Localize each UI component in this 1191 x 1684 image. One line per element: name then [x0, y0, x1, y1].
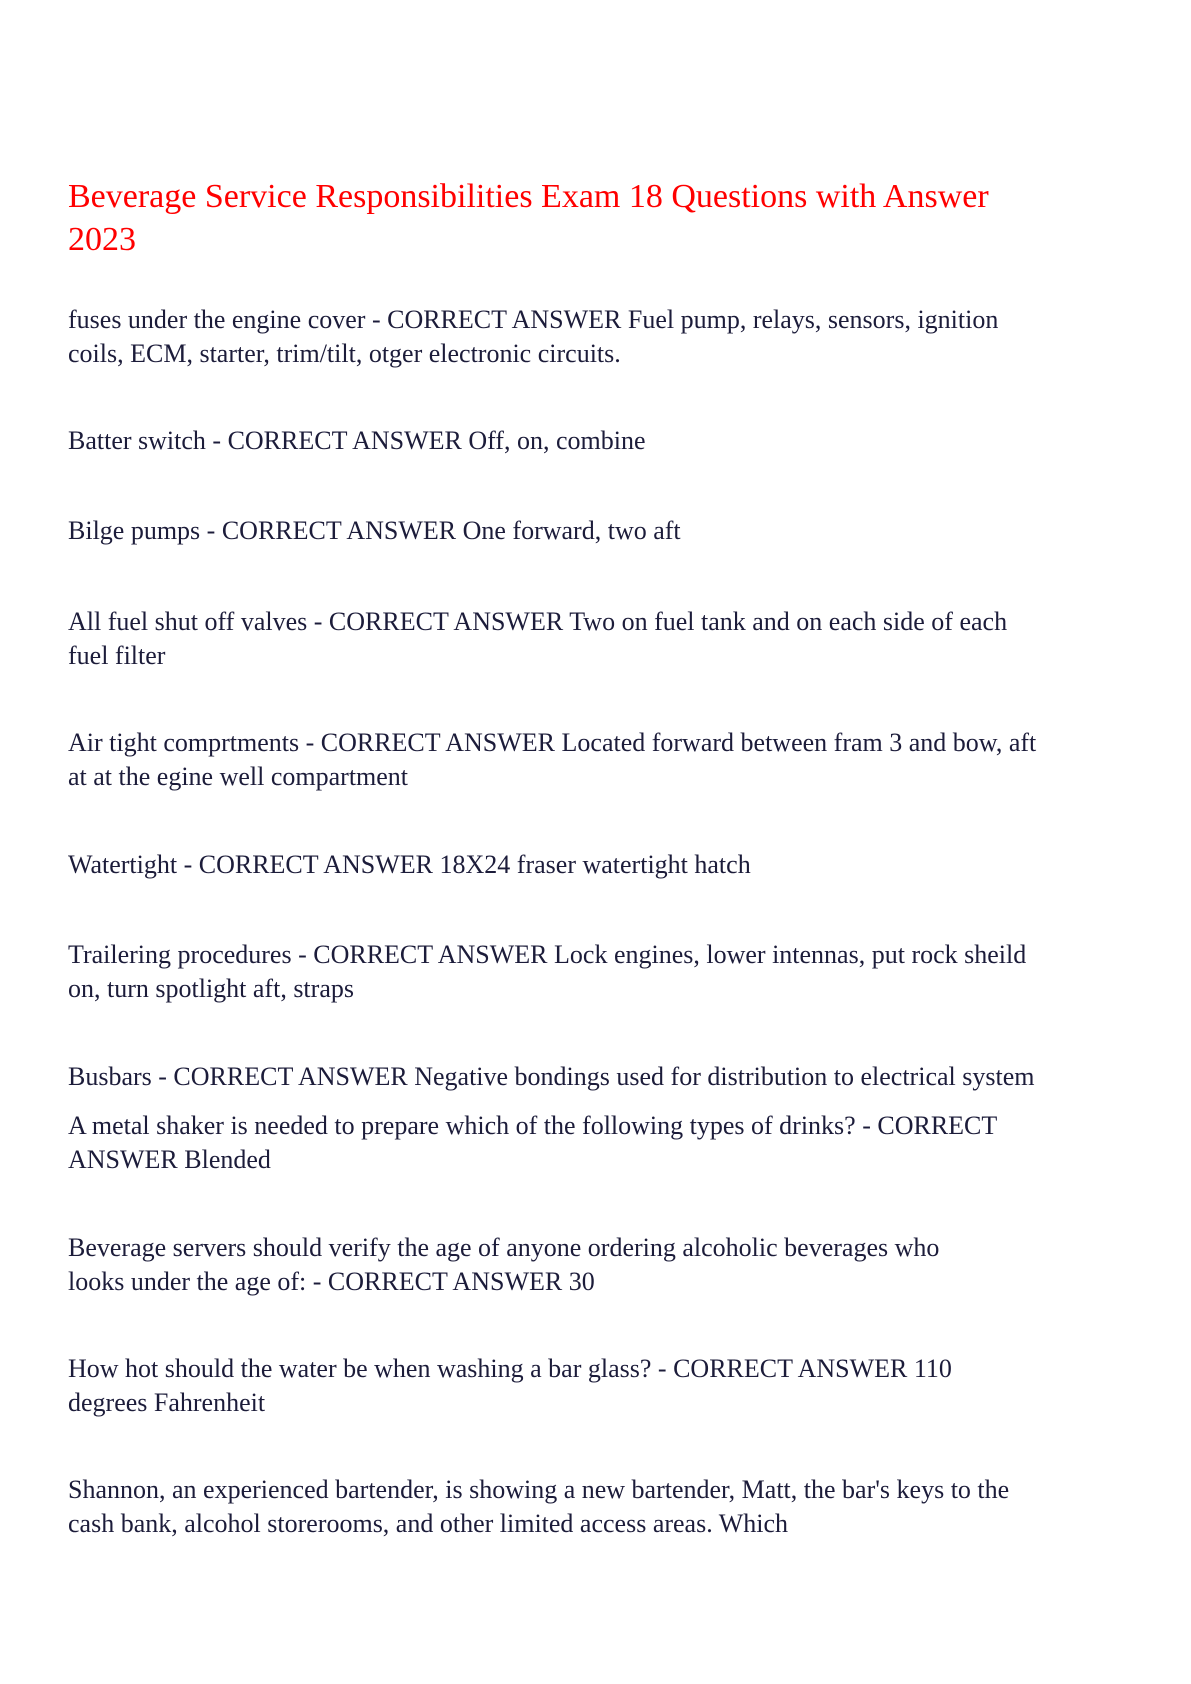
qa-line: Busbars - CORRECT ANSWER Negative bondings used for distribution to electrical system: [68, 1062, 1035, 1091]
qa-line: Shannon, an experienced bartender, is showing a new bartender, Matt, the bar's keys to the: [68, 1475, 1010, 1504]
qa-line: Beverage servers should verify the age of anyone ordering alcoholic beverages who: [68, 1233, 940, 1262]
qa-item: [68, 1473, 1138, 1541]
qa-item: [68, 938, 1138, 1006]
qa-line: How hot should the water be when washing a bar glass? - CORRECT ANSWER 110: [68, 1354, 952, 1383]
qa-line: cash bank, alcohol storerooms, and other limited access areas. Which: [68, 1509, 789, 1538]
qa-item: [68, 303, 1138, 371]
title-line: 2023: [68, 221, 136, 258]
title-line: Beverage Service Responsibilities Exam 18 Questions with Answer: [68, 178, 989, 215]
qa-line: ANSWER Blended: [68, 1145, 271, 1174]
qa-item: [68, 1109, 1138, 1177]
qa-line: Watertight - CORRECT ANSWER 18X24 fraser watertight hatch: [68, 850, 751, 879]
qa-item: [68, 424, 1138, 458]
qa-line: at at the egine well compartment: [68, 762, 409, 791]
qa-item: [68, 1060, 1138, 1094]
qa-line: All fuel shut off valves - CORRECT ANSWER Two on fuel tank and on each side of each: [68, 607, 1008, 636]
qa-line: looks under the age of: - CORRECT ANSWER 30: [68, 1267, 595, 1296]
qa-item: [68, 605, 1138, 673]
qa-item: [68, 1231, 1138, 1299]
qa-line: fuses under the engine cover - CORRECT ANSWER Fuel pump, relays, sensors, ignition: [68, 305, 999, 334]
qa-line: on, turn spotlight aft, straps: [68, 974, 354, 1003]
qa-line: Air tight comprtments - CORRECT ANSWER Located forward between fram 3 and bow, aft: [68, 728, 1037, 757]
document-title: [68, 175, 1128, 261]
qa-line: A metal shaker is needed to prepare which of the following types of drinks? - CORRECT: [68, 1111, 998, 1140]
qa-item: [68, 1352, 1138, 1420]
qa-line: degrees Fahrenheit: [68, 1388, 266, 1417]
qa-item: [68, 514, 1138, 548]
qa-item: [68, 726, 1138, 794]
qa-line: coils, ECM, starter, trim/tilt, otger electronic circuits.: [68, 339, 621, 368]
qa-item: [68, 848, 1138, 882]
qa-line: Batter switch - CORRECT ANSWER Off, on, combine: [68, 426, 646, 455]
qa-line: fuel filter: [68, 641, 166, 670]
qa-line: Bilge pumps - CORRECT ANSWER One forward, two aft: [68, 516, 681, 545]
qa-line: Trailering procedures - CORRECT ANSWER Lock engines, lower intennas, put rock sheild: [68, 940, 1027, 969]
